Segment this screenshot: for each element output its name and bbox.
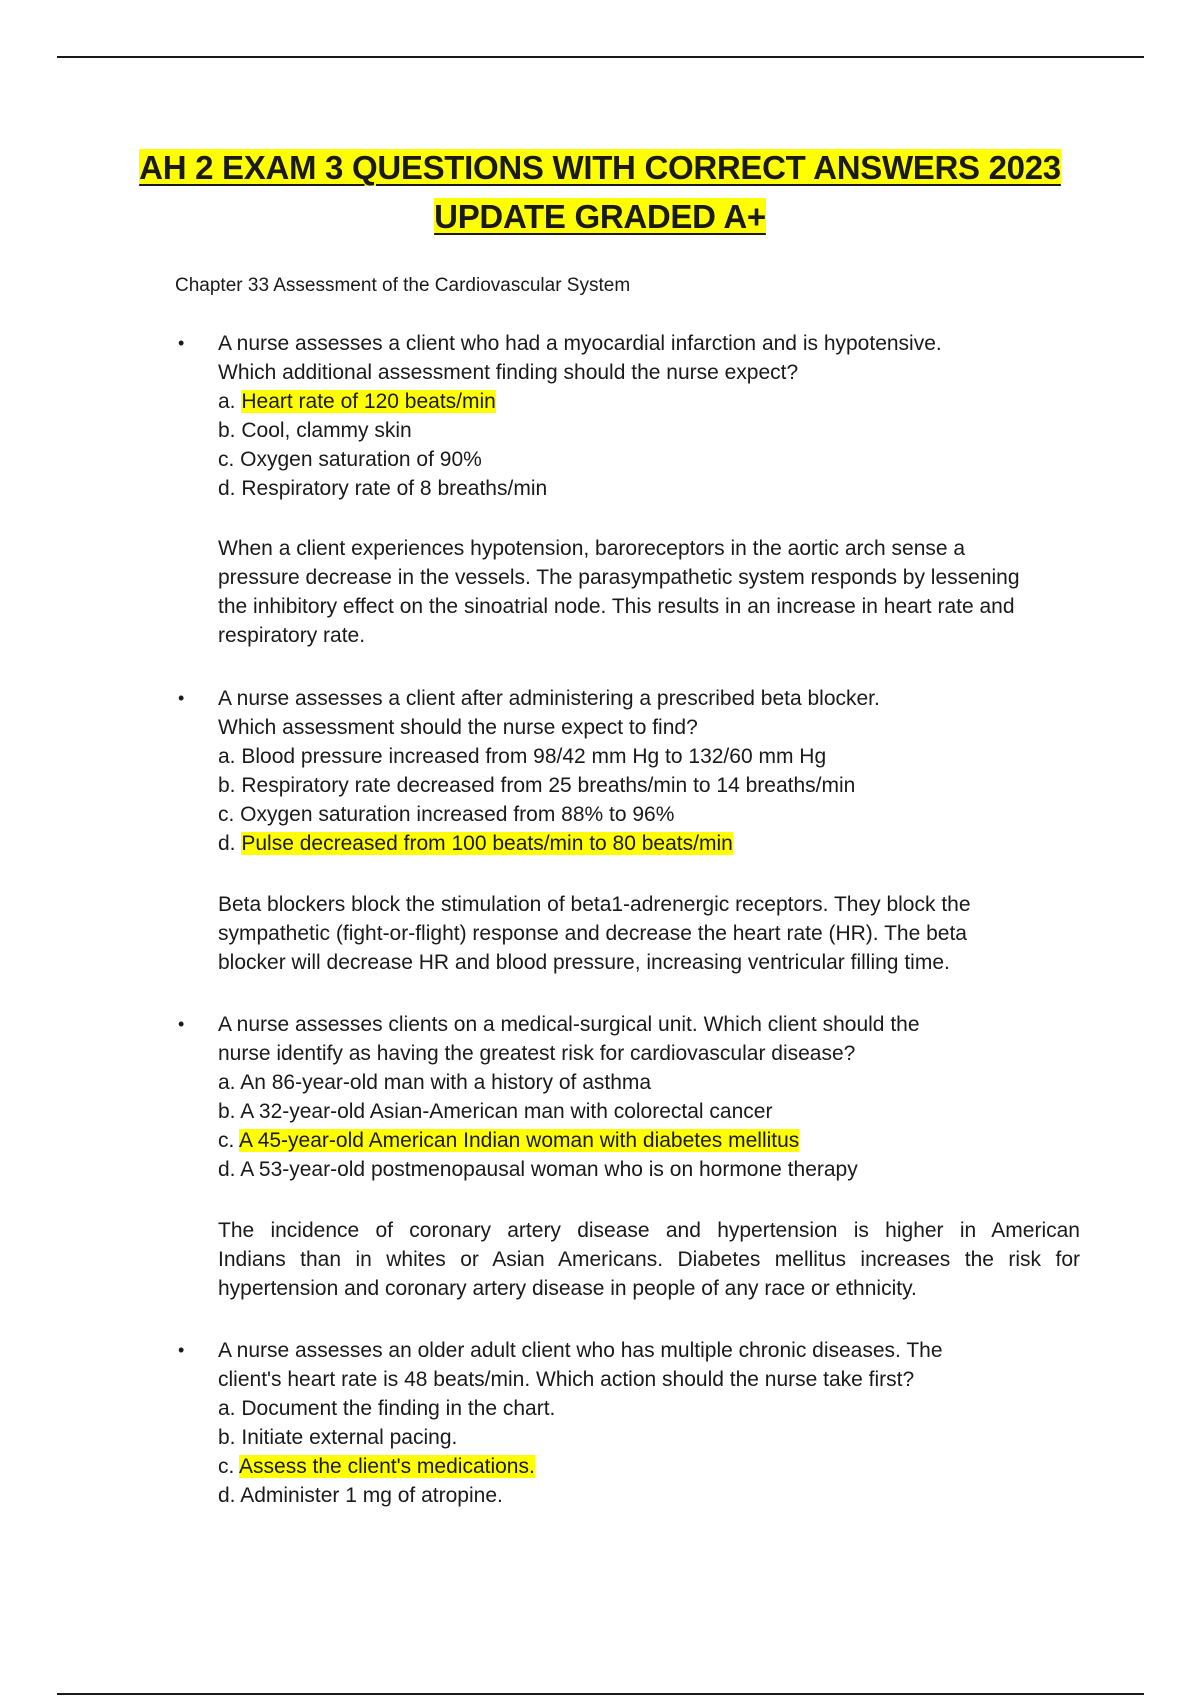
answer-option-c bbox=[218, 445, 1098, 474]
top-rule bbox=[57, 56, 1144, 58]
answer-option-d bbox=[218, 829, 1098, 858]
option-text: An 86-year-old man with a history of asthma bbox=[240, 1071, 652, 1094]
option-prefix: d. bbox=[218, 1484, 241, 1507]
option-prefix: c. bbox=[218, 803, 241, 826]
question-4 bbox=[178, 1336, 1098, 1510]
answer-option-c bbox=[218, 800, 1098, 829]
correct-answer-highlight: Heart rate of 120 beats/min bbox=[241, 390, 496, 413]
option-prefix: c. bbox=[218, 1455, 240, 1478]
bullet-icon: • bbox=[178, 333, 185, 353]
rationale-line: The incidence of coronary artery disease and hypertension is higher in American bbox=[218, 1219, 1080, 1242]
option-text: Initiate external pacing. bbox=[241, 1426, 458, 1449]
option-prefix: b. bbox=[218, 1426, 242, 1449]
answer-option-d bbox=[218, 1481, 1098, 1510]
option-text: A 32-year-old Asian-American man with colorectal cancer bbox=[240, 1100, 773, 1123]
answer-option-a bbox=[218, 1068, 1098, 1097]
option-prefix: d. bbox=[218, 477, 242, 500]
option-text: Cool, clammy skin bbox=[241, 419, 412, 442]
answer-option-d bbox=[218, 1155, 1098, 1184]
option-text: Blood pressure increased from 98/42 mm Hg to 132/60 mm Hg bbox=[241, 745, 827, 768]
option-prefix: a. bbox=[218, 1397, 242, 1420]
option-text: A 53-year-old postmenopausal woman who is on hormone therapy bbox=[240, 1158, 858, 1181]
option-prefix: b. bbox=[218, 1100, 241, 1123]
question-stem-line: A nurse assesses a client who had a myocardial infarction and is hypotensive. bbox=[218, 332, 942, 355]
option-prefix: d. bbox=[218, 1158, 241, 1181]
question-stem-line: A nurse assesses an older adult client who has multiple chronic diseases. The bbox=[218, 1339, 943, 1362]
option-text: Administer 1 mg of atropine. bbox=[240, 1484, 503, 1507]
option-text: Oxygen saturation increased from 88% to 96% bbox=[240, 803, 675, 826]
rationale-line: respiratory rate. bbox=[218, 624, 366, 647]
option-text: Oxygen saturation of 90% bbox=[240, 448, 482, 471]
option-text: Respiratory rate decreased from 25 breaths/min to 14 breaths/min bbox=[241, 774, 856, 797]
question-stem-line: A nurse assesses clients on a medical-surgical unit. Which client should the bbox=[218, 1013, 920, 1036]
option-prefix: a. bbox=[218, 745, 242, 768]
answer-option-b bbox=[218, 416, 1098, 445]
option-text: Respiratory rate of 8 breaths/min bbox=[241, 477, 548, 500]
answer-option-b bbox=[218, 771, 1098, 800]
bullet-icon: • bbox=[178, 1340, 185, 1360]
question-stem-line: Which additional assessment finding should the nurse expect? bbox=[218, 361, 799, 384]
rationale-line: hypertension and coronary artery disease in people of any race or ethnicity. bbox=[218, 1277, 917, 1300]
question-stem-line: nurse identify as having the greatest risk for cardiovascular disease? bbox=[218, 1042, 856, 1065]
rationale-line: Beta blockers block the stimulation of beta1-adrenergic receptors. They block the bbox=[218, 893, 971, 916]
correct-answer-highlight: A 45-year-old American Indian woman with diabetes mellitus bbox=[239, 1129, 800, 1152]
option-prefix: c. bbox=[218, 448, 241, 471]
rationale-line: the inhibitory effect on the sinoatrial node. This results in an increase in heart rate and bbox=[218, 595, 1015, 618]
question-1 bbox=[178, 329, 1098, 503]
question-3 bbox=[178, 1010, 1098, 1184]
rationale-line: Indians than in whites or Asian Americans. Diabetes mellitus increases the risk for bbox=[218, 1248, 1080, 1271]
answer-option-a bbox=[218, 1394, 1098, 1423]
option-prefix: b. bbox=[218, 419, 242, 442]
question-stem-line: client's heart rate is 48 beats/min. Which action should the nurse take first? bbox=[218, 1368, 915, 1391]
bullet-icon: • bbox=[178, 1014, 185, 1034]
rationale-3 bbox=[218, 1216, 1080, 1303]
option-prefix: b. bbox=[218, 774, 242, 797]
option-prefix: a. bbox=[218, 390, 242, 413]
bullet-icon: • bbox=[178, 688, 185, 708]
title-line-1: AH 2 EXAM 3 QUESTIONS WITH CORRECT ANSWERS 2023 bbox=[139, 149, 1061, 186]
option-prefix: c. bbox=[218, 1129, 240, 1152]
question-2 bbox=[178, 684, 1098, 858]
answer-option-b bbox=[218, 1097, 1098, 1126]
bottom-rule bbox=[57, 1693, 1144, 1695]
rationale-1 bbox=[218, 534, 1020, 650]
page-title bbox=[100, 143, 1100, 241]
correct-answer-highlight: Pulse decreased from 100 beats/min to 80 beats/min bbox=[241, 832, 733, 855]
answer-option-a bbox=[218, 387, 1098, 416]
title-line-2: UPDATE GRADED A+ bbox=[434, 198, 766, 235]
answer-option-a bbox=[218, 742, 1098, 771]
option-prefix: a. bbox=[218, 1071, 241, 1094]
option-text: Document the finding in the chart. bbox=[241, 1397, 556, 1420]
rationale-line: sympathetic (fight-or-flight) response and decrease the heart rate (HR). The beta bbox=[218, 922, 967, 945]
correct-answer-highlight: Assess the client's medications. bbox=[239, 1455, 535, 1478]
chapter-heading: Chapter 33 Assessment of the Cardiovascular System bbox=[175, 275, 631, 296]
question-stem-line: Which assessment should the nurse expect to find? bbox=[218, 716, 698, 739]
answer-option-d bbox=[218, 474, 1098, 503]
answer-option-b bbox=[218, 1423, 1098, 1452]
option-prefix: d. bbox=[218, 832, 242, 855]
rationale-line: blocker will decrease HR and blood pressure, increasing ventricular filling time. bbox=[218, 951, 950, 974]
rationale-line: pressure decrease in the vessels. The parasympathetic system responds by lessening bbox=[218, 566, 1020, 589]
answer-option-c bbox=[218, 1126, 1098, 1155]
rationale-line: When a client experiences hypotension, baroreceptors in the aortic arch sense a bbox=[218, 537, 966, 560]
answer-option-c bbox=[218, 1452, 1098, 1481]
rationale-2 bbox=[218, 890, 971, 977]
question-stem-line: A nurse assesses a client after administering a prescribed beta blocker. bbox=[218, 687, 880, 710]
